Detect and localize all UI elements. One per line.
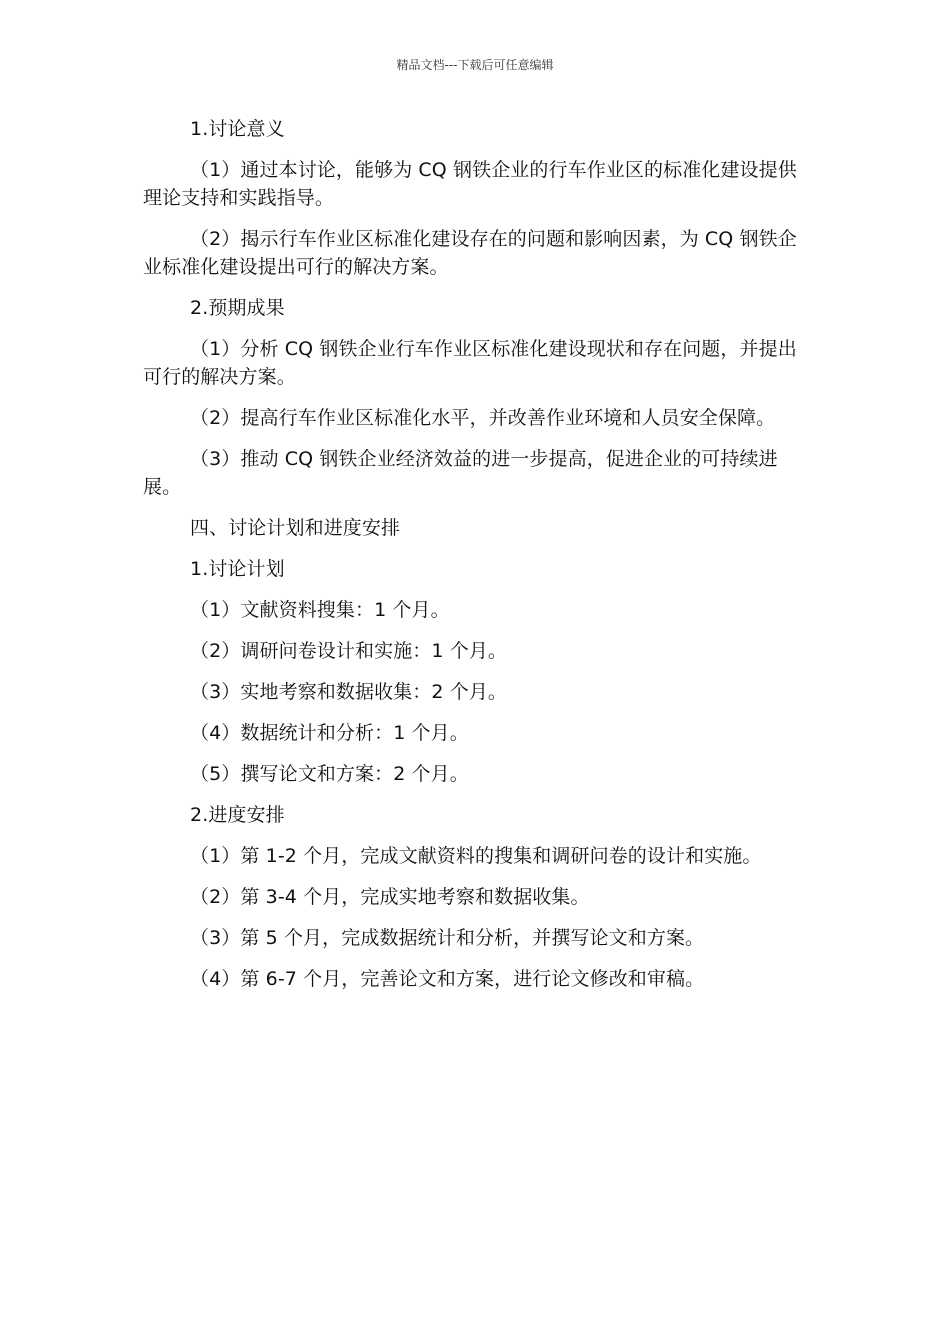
subsection-heading-research-plan: 1.讨论计划 — [190, 558, 285, 580]
paragraph: （2）提高行车作业区标准化水平，并改善作业环境和人员安全保障。 — [190, 407, 776, 429]
section-heading-expected-results: 2.预期成果 — [190, 297, 285, 319]
plan-item: （1）文献资料搜集：1 个月。 — [190, 599, 450, 621]
document-body — [143, 115, 815, 1006]
schedule-item: （3）第 5 个月，完成数据统计和分析，并撰写论文和方案。 — [190, 927, 705, 949]
plan-item: （4）数据统计和分析：1 个月。 — [190, 722, 469, 744]
section-heading-plan-and-schedule: 四、讨论计划和进度安排 — [190, 517, 401, 539]
section-heading-research-significance: 1.讨论意义 — [190, 118, 285, 140]
subsection-heading-schedule: 2.进度安排 — [190, 804, 285, 826]
paragraph: （3）推动 CQ 钢铁企业经济效益的进一步提高，促进企业的可持续进展。 — [143, 448, 778, 498]
plan-item: （5）撰写论文和方案：2 个月。 — [190, 763, 469, 785]
schedule-item: （2）第 3-4 个月，完成实地考察和数据收集。 — [190, 886, 590, 908]
paragraph: （1）通过本讨论，能够为 CQ 钢铁企业的行车作业区的标准化建设提供理论支持和实践指导。 — [143, 159, 797, 209]
plan-item: （2）调研问卷设计和实施：1 个月。 — [190, 640, 508, 662]
paragraph: （1）分析 CQ 钢铁企业行车作业区标准化建设现状和存在问题，并提出可行的解决方案。 — [143, 338, 797, 388]
paragraph: （2）揭示行车作业区标准化建设存在的问题和影响因素，为 CQ 钢铁企业标准化建设提出可行的解决方案。 — [143, 228, 797, 278]
schedule-item: （4）第 6-7 个月，完善论文和方案，进行论文修改和审稿。 — [190, 968, 705, 990]
schedule-item: （1）第 1-2 个月，完成文献资料的搜集和调研问卷的设计和实施。 — [190, 845, 762, 867]
plan-item: （3）实地考察和数据收集：2 个月。 — [190, 681, 508, 703]
page-header: 精品文档---下载后可任意编辑 — [396, 58, 554, 72]
